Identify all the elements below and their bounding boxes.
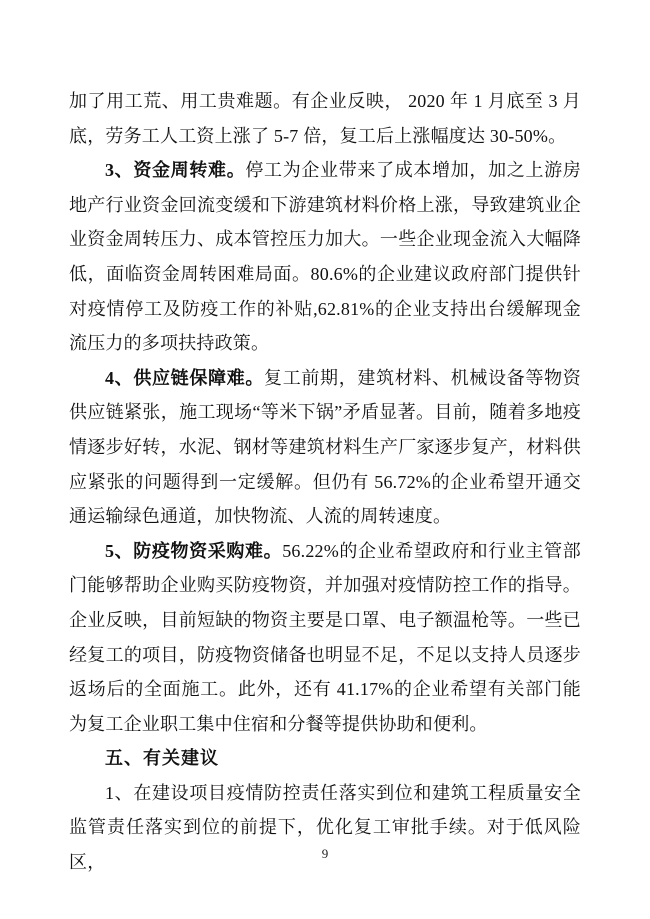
paragraph-body: 加了用工荒、用工贵难题。有企业反映， 2020 年 1 月底至 3 月底，劳务工人工资上涨了 5-7 倍，复工后上涨幅度达 30-50%。 bbox=[69, 91, 581, 146]
paragraph-suggestion-1 bbox=[69, 776, 581, 880]
paragraph-supply-chain-difficulty bbox=[69, 361, 581, 534]
page-number: 9 bbox=[321, 846, 329, 861]
paragraph-epidemic-supplies-difficulty bbox=[69, 534, 581, 742]
paragraph-lead-bold: 5、防疫物资采购难。 bbox=[105, 540, 283, 561]
paragraph-labor-cost-continuation bbox=[69, 84, 581, 153]
paragraph-body: 56.22%的企业希望政府和行业主管部门能够帮助企业购买防疫物资，并加强对疫情防控工作的指导。企业反映，目前短缺的物资主要是口罩、电子额温枪等。一些已经复工的项目，防疫物资储备也明显不足，不足以支持人员逐步返场后的全面施工。此外，还有 41.17%的企业希望有关部门能为复工企业职工集中住宿和分餐等提供协助和便利。 bbox=[69, 540, 581, 734]
document-body bbox=[69, 84, 581, 880]
paragraph-body: 复工前期，建筑材料、机械设备等物资供应链紧张，施工现场“等米下锅”矛盾显著。目前，随着多地疫情逐步好转，水泥、钢材等建筑材料生产厂家逐步复产，材料供应紧张的问题得到一定缓解。但仍有 56.72%的企业希望开通交通运输绿色通道，加快物流、人流的周转速度。 bbox=[69, 367, 581, 527]
paragraph-lead-bold: 3、资金周转难。 bbox=[105, 160, 246, 181]
paragraph-funding-difficulty bbox=[69, 153, 581, 361]
paragraph-body: 1、在建设项目疫情防控责任落实到位和建筑工程质量安全监管责任落实到位的前提下，优化复工审批手续。对于低风险区， bbox=[69, 782, 581, 873]
paragraph-body: 停工为企业带来了成本增加，加之上游房地产行业资金回流变缓和下游建筑材料价格上涨，导致建筑业企业资金周转压力、成本管控压力加大。一些企业现金流入大幅降低，面临资金周转困难局面。80.6%的企业建议政府部门提供针对疫情停工及防疫工作的补贴,62.81%的企业支持出台缓解现金流压力的多项扶持政策。 bbox=[69, 160, 581, 354]
paragraph-lead-bold: 4、供应链保障难。 bbox=[105, 367, 265, 388]
section-heading-suggestions: 五、有关建议 bbox=[105, 748, 219, 769]
